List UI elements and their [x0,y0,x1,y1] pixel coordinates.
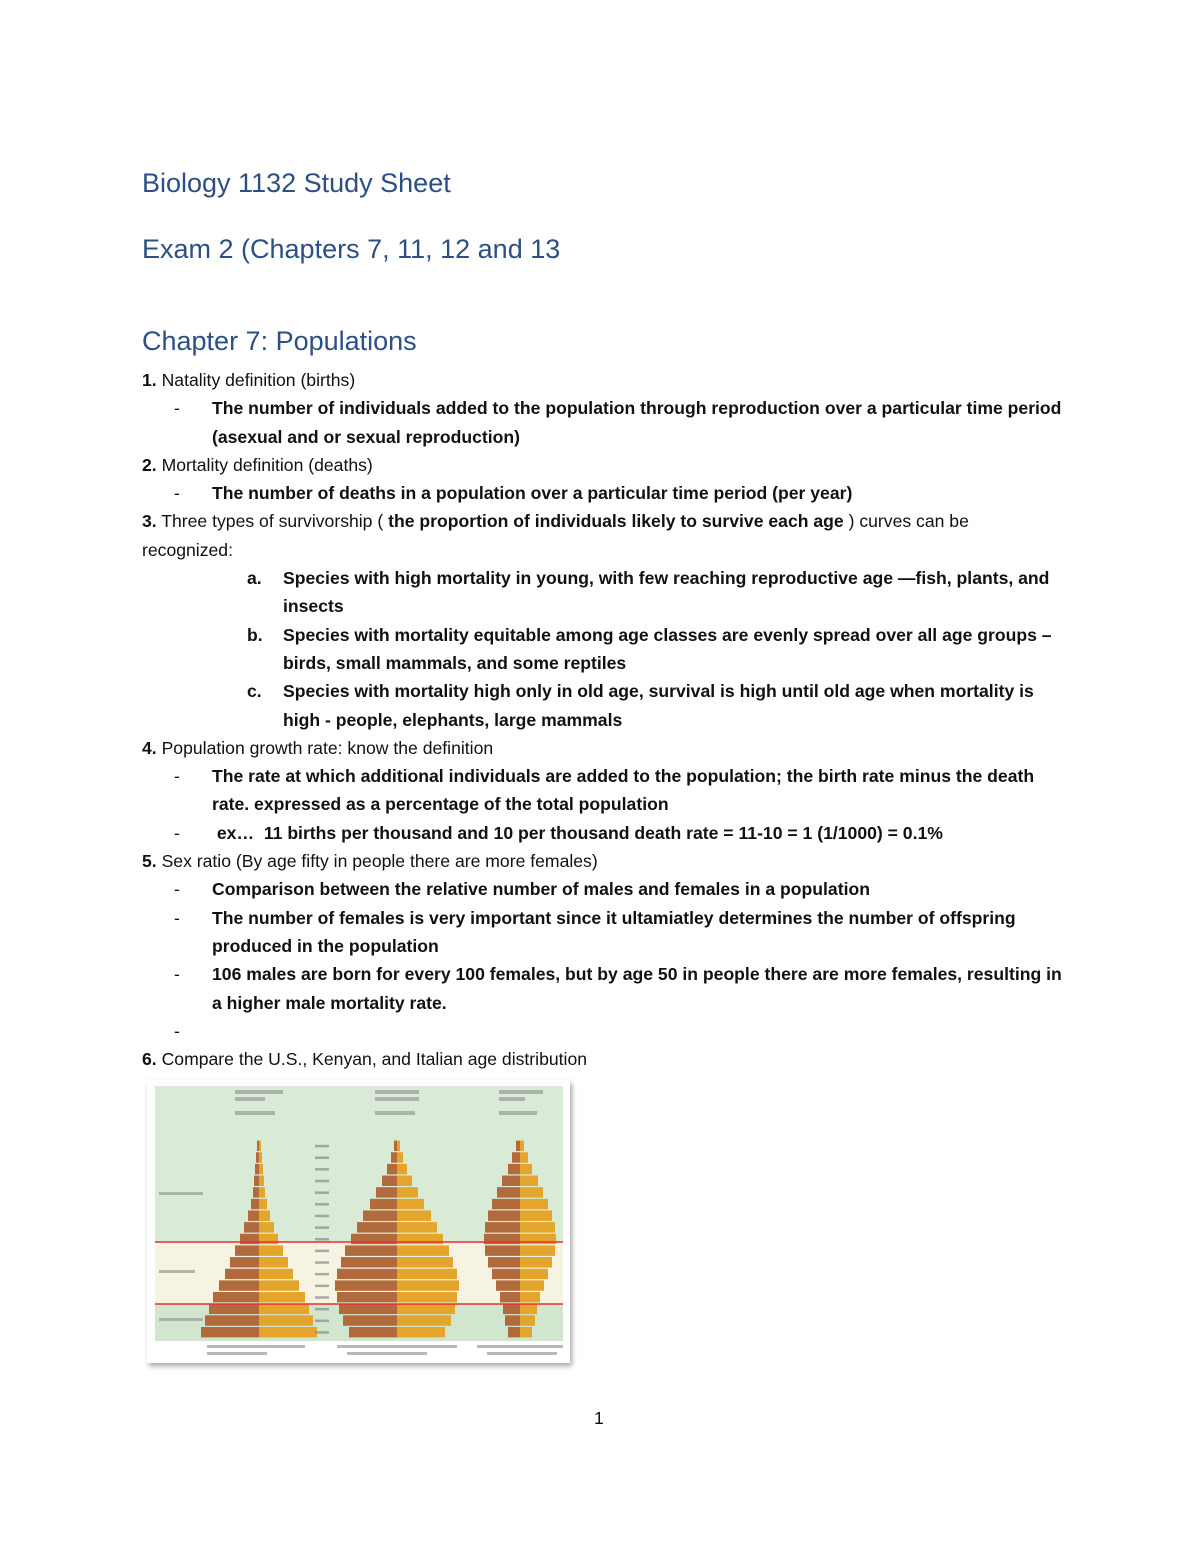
item-text: Species with high mortality in young, with few reaching reproductive age —fish, plants, and insects [283,568,1050,617]
item-text: Species with mortality equitable among age classes are evenly spread over all age groups – birds, small mammals, and some reptiles [283,624,1052,673]
male-bar [357,1222,397,1232]
male-bar [254,1176,259,1186]
question-text: ) curves can be recognized: [142,511,969,560]
female-bar [397,1141,400,1151]
male-bar [341,1257,397,1267]
male-bar [497,1187,520,1197]
list-dash: - [174,766,180,787]
age-label [315,1203,329,1206]
answer-text [212,1021,217,1041]
male-bar [376,1187,397,1197]
illegible-label [375,1111,415,1115]
female-bar [520,1199,548,1209]
male-bar [345,1245,397,1255]
answer-item [142,819,1062,847]
female-bar [397,1199,424,1209]
female-bar [397,1152,403,1162]
survivorship-list [142,564,1062,734]
male-bar [256,1152,259,1162]
male-bar [339,1304,397,1314]
male-bar [492,1269,520,1279]
female-bar [520,1269,548,1279]
age-label [315,1273,329,1276]
male-bar [382,1176,397,1186]
age-pyramid-figure [147,1080,570,1363]
age-label [315,1145,329,1148]
age-pyramid-graphic [147,1080,570,1363]
male-bar [488,1257,520,1267]
answer-item [142,762,1062,819]
female-bar [259,1269,293,1279]
male-bar [492,1199,520,1209]
female-bar [520,1315,535,1325]
female-bar [520,1280,544,1290]
male-bar [251,1199,259,1209]
question-number: 2. [142,454,157,475]
male-bar [248,1210,259,1220]
male-bar [253,1187,259,1197]
question-number: 6. [142,1049,157,1070]
male-bar [219,1280,259,1290]
male-bar [485,1222,520,1232]
illegible-label [159,1192,203,1195]
male-bar [503,1304,520,1314]
female-bar [259,1257,288,1267]
female-bar [259,1315,313,1325]
male-bar [349,1327,397,1337]
survivorship-item [142,677,1062,734]
age-label [315,1331,329,1334]
answer-text: ex… 11 births per thousand and 10 per thousand death rate = 11-10 = 1 (1/1000) = 0.1% [212,822,943,843]
illegible-label [477,1345,563,1348]
age-label [315,1285,329,1288]
female-bar [520,1164,532,1174]
question-text: Sex ratio (By age fifty in people there are more females) [156,851,598,872]
answer-text: The number of females is very important since it ultamiatley determines the number of offspring produced in the population [212,907,1016,956]
female-bar [520,1152,528,1162]
male-bar [500,1292,520,1302]
male-bar [508,1164,520,1174]
document-title: Biology 1132 Study Sheet [142,168,451,198]
male-bar [225,1269,259,1279]
illegible-label [207,1352,267,1355]
illegible-label [159,1270,195,1273]
female-bar [397,1327,445,1337]
male-bar [337,1292,397,1302]
female-bar [520,1210,552,1220]
list-dash: - [174,822,180,843]
female-bar [259,1222,274,1232]
question-4 [142,734,1062,762]
question-text: Three types of survivorship ( [156,511,389,532]
question-2 [142,451,1062,479]
age-label [315,1215,329,1218]
answer-item [142,1017,1062,1045]
answer-item [142,394,1062,451]
male-bar [337,1269,397,1279]
female-bar [259,1280,299,1290]
female-bar [520,1245,555,1255]
illegible-label [499,1097,525,1101]
answer-text: The rate at which additional individuals are added to the population; the birth rate minus the death rate. expressed as a percentage of the total population [212,766,1035,815]
age-label [315,1191,329,1194]
question-text: Mortality definition (deaths) [156,454,373,475]
age-label [315,1261,329,1264]
female-bar [520,1292,540,1302]
female-bar [397,1210,431,1220]
illegible-label [235,1090,283,1094]
illegible-label [487,1352,557,1355]
female-bar [520,1257,552,1267]
male-bar [512,1152,520,1162]
question-5 [142,847,1062,875]
male-bar [505,1315,520,1325]
illegible-label [235,1097,265,1101]
female-bar [259,1327,317,1337]
female-bar [259,1141,261,1151]
illegible-label [375,1097,419,1101]
age-label [315,1226,329,1229]
answer-list [142,875,1062,1045]
female-bar [397,1245,449,1255]
female-bar [259,1304,309,1314]
question-text: Natality definition (births) [156,370,356,390]
age-label [315,1238,329,1241]
item-marker: a. [247,568,262,589]
illegible-label [499,1090,543,1094]
age-label [315,1168,329,1171]
age-label [315,1180,329,1183]
female-bar [520,1222,555,1232]
list-dash: - [174,907,180,928]
list-dash: - [174,1020,180,1041]
female-bar [397,1187,418,1197]
chapter-heading: Chapter 7: Populations [142,326,417,356]
question-1 [142,366,1062,394]
answer-text: The number of deaths in a population over a particular time period (per year) [212,483,853,504]
male-bar [213,1292,259,1302]
answer-item [142,479,1062,507]
question-3 [142,507,1062,564]
question-text-emphasis: the proportion of individuals likely to survive each age [388,511,844,532]
male-bar [502,1176,520,1186]
female-bar [259,1199,267,1209]
male-bar [516,1141,520,1151]
female-bar [520,1176,538,1186]
answer-text: 106 males are born for every 100 females, but by age 50 in people there are more females, resulting in a higher male mortality rate. [212,964,1062,1013]
male-bar [343,1315,397,1325]
illegible-label [375,1090,419,1094]
illegible-label [347,1352,427,1355]
illegible-label [337,1345,457,1348]
answer-item [142,904,1062,961]
question-number: 3. [142,511,157,532]
female-bar [520,1327,532,1337]
question-6 [142,1045,1062,1073]
answer-list [142,479,1062,507]
question-number: 5. [142,851,157,872]
female-bar [259,1152,262,1162]
female-bar [397,1280,459,1290]
age-label [315,1308,329,1311]
male-bar [394,1141,397,1151]
male-bar [496,1280,520,1290]
answer-text: The number of individuals added to the population through reproduction over a particular time period (asexual and or sexual reproduction) [212,398,1062,447]
female-bar [259,1245,283,1255]
illegible-label [235,1111,275,1115]
female-bar [397,1292,457,1302]
female-bar [259,1176,264,1186]
female-bar [520,1141,524,1151]
male-bar [508,1327,520,1337]
male-bar [485,1245,520,1255]
male-bar [209,1304,259,1314]
answer-item [142,875,1062,903]
male-bar [257,1141,259,1151]
age-label [315,1296,329,1299]
female-bar [397,1304,455,1314]
question-number: 1. [142,370,157,390]
female-bar [397,1315,451,1325]
female-bar [397,1222,437,1232]
female-bar [397,1269,457,1279]
male-bar [370,1199,397,1209]
study-questions [142,366,1062,1073]
female-bar [397,1164,407,1174]
male-bar [255,1164,259,1174]
female-bar [259,1164,263,1174]
male-bar [205,1315,259,1325]
male-bar [235,1245,259,1255]
female-bar [259,1187,265,1197]
item-marker: b. [247,624,263,645]
question-number: 4. [142,737,157,758]
list-dash: - [174,879,180,900]
answer-item [142,960,1062,1017]
item-marker: c. [247,681,262,702]
age-label [315,1156,329,1159]
illegible-label [207,1345,305,1348]
age-label [315,1250,329,1253]
male-bar [391,1152,397,1162]
female-bar [259,1210,270,1220]
item-text: Species with mortality high only in old age, survival is high until old age when mortality is high - people, elephants, large mammals [283,681,1034,730]
female-bar [259,1292,305,1302]
male-bar [363,1210,397,1220]
list-dash: - [174,964,180,985]
illegible-label [499,1111,537,1115]
answer-list [142,762,1062,847]
page-number: 1 [594,1408,604,1428]
female-bar [520,1187,543,1197]
female-bar [397,1257,453,1267]
survivorship-item [142,621,1062,678]
female-bar [397,1176,412,1186]
list-dash: - [174,483,180,504]
male-bar [201,1327,259,1337]
list-dash: - [174,398,180,419]
male-bar [387,1164,397,1174]
question-text: Compare the U.S., Kenyan, and Italian age distribution [156,1049,588,1070]
age-label [315,1320,329,1323]
survivorship-item [142,564,1062,621]
exam-title: Exam 2 (Chapters 7, 11, 12 and 13 [142,234,561,264]
male-bar [335,1280,397,1290]
question-text: Population growth rate: know the definition [156,737,494,758]
illegible-label [159,1318,203,1321]
female-bar [520,1304,537,1314]
male-bar [488,1210,520,1220]
male-bar [230,1257,259,1267]
answer-text: Comparison between the relative number of males and females in a population [212,879,870,900]
answer-list [142,394,1062,451]
male-bar [244,1222,259,1232]
